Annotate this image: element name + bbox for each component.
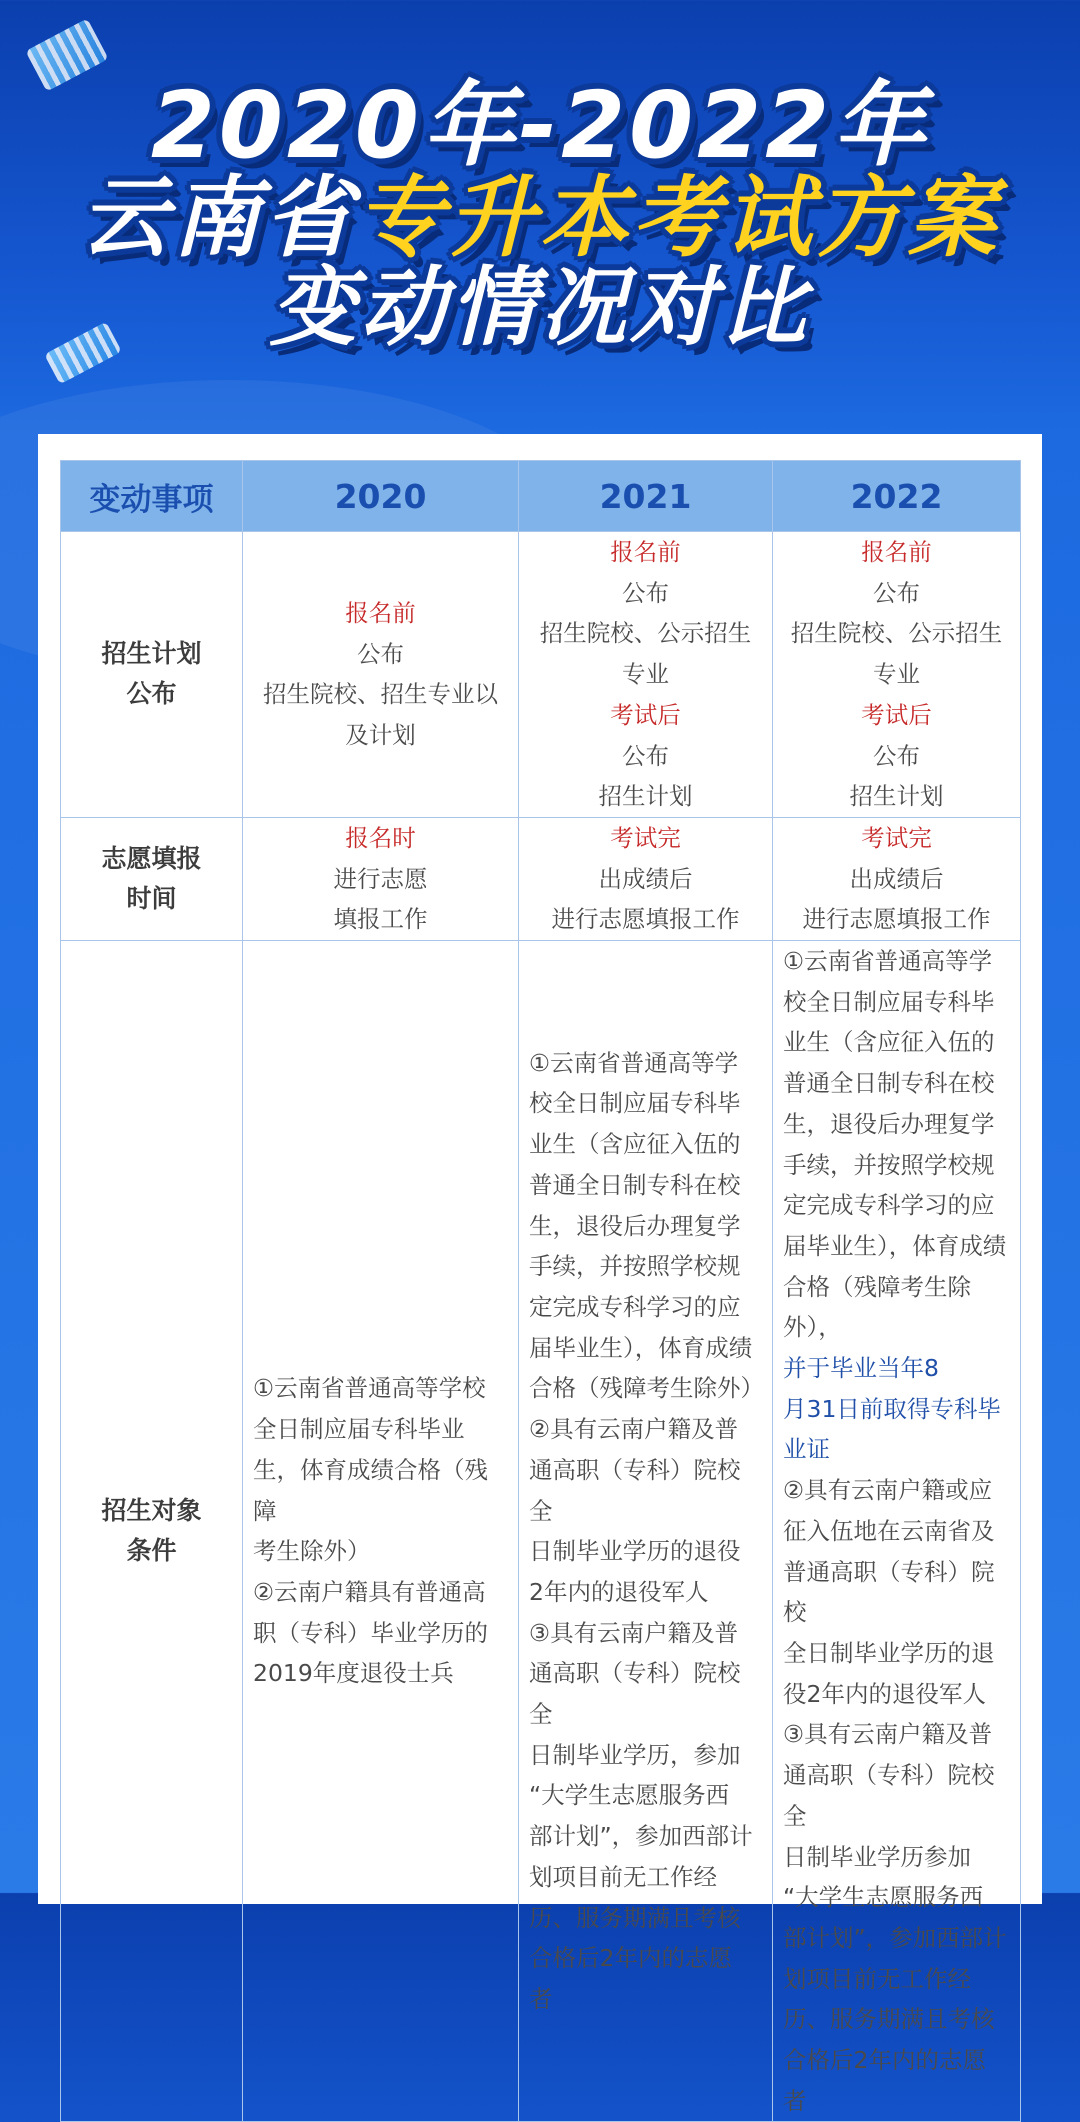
title-years: 2020年-2022年: [150, 72, 930, 179]
highlight-new-requirement: 并于毕业当年8: [783, 1354, 939, 1383]
header-2020: 2020: [243, 461, 519, 532]
cell-2020-eligibility: ①云南省普通高等学校 全日制应届专科毕业 生，体育成绩合格（残障 考生除外） ②云南户籍具有普通高 职（专科）毕业学历的 2019年度退役士兵: [243, 941, 519, 2122]
comparison-panel: [38, 434, 1042, 2115]
header-2021: 2021: [519, 461, 773, 532]
cell-2021-application-time: 考试完 出成绩后 进行志愿填报工作: [519, 817, 773, 940]
header-item: 变动事项: [61, 461, 243, 532]
table-header-row: [61, 461, 1021, 532]
title-comparison: 变动情况对比: [270, 258, 810, 358]
table-row: [61, 817, 1021, 940]
cell-2021-plan: 报名前 公布 招生院校、公示招生 专业 考试后 公布 招生计划: [519, 532, 773, 818]
table-row: [61, 532, 1021, 818]
table-row: [61, 941, 1021, 2122]
cell-2020-plan: 报名前 公布 招生院校、招生专业以 及计划: [243, 532, 519, 818]
title-province: 云南省: [79, 166, 356, 269]
comparison-table: [60, 460, 1021, 2122]
title-highlight: 专升本考试方案: [356, 166, 1001, 269]
cell-2021-eligibility: ①云南省普通高等学 校全日制应届专科毕 业生（含应征入伍的 普通全日制专科在校 生，退役后办理复学 手续，并按照学校规 定完成专科学习的应 届毕业生），体育成绩 合格（残障考生除外） ②具有云南户籍及普 通高职（专科）院校全 日制毕业学历的退役 2年内的退役军人 ③具有云南户籍及普 通高职（专科）院校全 日制毕业学历，参加 “大学生志愿服务西 部计划”，参加西部计 划项目前无工作经 历、服务期满且考核 合格后2年内的志愿 者: [519, 941, 773, 2122]
poster-header: [0, 0, 1080, 430]
row-label-plan: 招生计划 公布: [61, 532, 243, 818]
row-label-application-time: 志愿填报 时间: [61, 817, 243, 940]
cell-2022-eligibility: ①云南省普通高等学 校全日制应届专科毕 业生（含应征入伍的 普通全日制专科在校 生，退役后办理复学 手续，并按照学校规 定完成专科学习的应 届毕业生），体育成绩 合格（残障考生除 外）， 并于毕业当年8 月31日前取得专科毕 业证 ②具有云南户籍或应 征入伍地在云南省及 普通高职（专科）院校 全日制毕业学历的退 役2年内的退役军人 ③具有云南户籍及普 通高职（专科）院校全 日制毕业学历参加 “大学生志愿服务西 部计划”，参加西部计 划项目前无工作经 历、服务期满且考核 合格后2年内的志愿 者: [773, 941, 1021, 2122]
header-2022: 2022: [773, 461, 1021, 532]
row-label-eligibility: 招生对象 条件: [61, 941, 243, 2122]
cell-2022-plan: 报名前 公布 招生院校、公示招生 专业 考试后 公布 招生计划: [773, 532, 1021, 818]
cell-2022-application-time: 考试完 出成绩后 进行志愿填报工作: [773, 817, 1021, 940]
cell-2020-application-time: 报名时 进行志愿 填报工作: [243, 817, 519, 940]
